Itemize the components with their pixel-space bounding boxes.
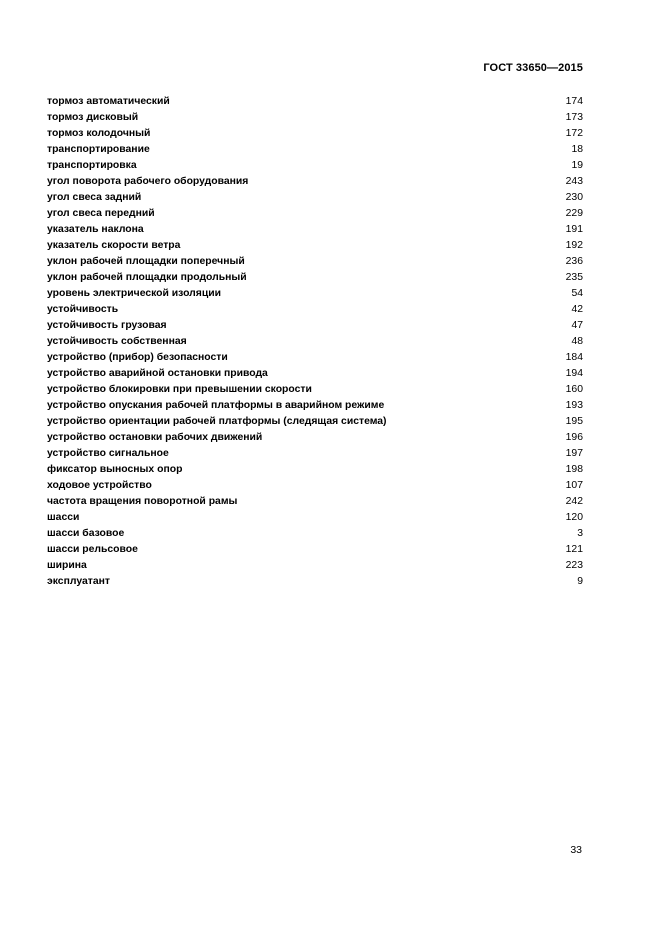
- index-entry: [47, 430, 583, 446]
- index-number: 235: [565, 272, 583, 283]
- index-term: угол свеса задний: [47, 192, 142, 203]
- index-term: транспортирование: [47, 144, 150, 155]
- index-entry: [47, 286, 583, 302]
- index-term: угол поворота рабочего оборудования: [47, 176, 249, 187]
- index-number: 223: [565, 560, 583, 571]
- index-term: тормоз дисковый: [47, 112, 139, 123]
- index-number: 236: [565, 256, 583, 267]
- index-number: 173: [565, 112, 583, 123]
- index-number: 243: [565, 176, 583, 187]
- index-entry: [47, 158, 583, 174]
- index-term: тормоз автоматический: [47, 96, 170, 107]
- index-entry: [47, 110, 583, 126]
- index-entry: [47, 494, 583, 510]
- index-term: уклон рабочей площадки продольный: [47, 272, 247, 283]
- index-term: устройство сигнальное: [47, 448, 169, 459]
- index-number: 230: [565, 192, 583, 203]
- index-entry: [47, 350, 583, 366]
- index-term: устройство (прибор) безопасности: [47, 352, 228, 363]
- index-entry: [47, 542, 583, 558]
- index-number: 42: [571, 304, 583, 315]
- index-number: 3: [577, 528, 583, 539]
- index-entry: [47, 382, 583, 398]
- index-number: 54: [571, 288, 583, 299]
- index-entry: [47, 318, 583, 334]
- document-header: [483, 61, 583, 75]
- index-entry: [47, 254, 583, 270]
- index-number: 172: [565, 128, 583, 139]
- standard-code: ГОСТ 33650—2015: [483, 62, 583, 74]
- index-number: 198: [565, 464, 583, 475]
- index-number: 121: [565, 544, 583, 555]
- index-number: 242: [565, 496, 583, 507]
- index-number: 19: [571, 160, 583, 171]
- index-entry: [47, 414, 583, 430]
- index-number: 9: [577, 576, 583, 587]
- page-number-value: 33: [570, 844, 582, 856]
- index-number: 197: [565, 448, 583, 459]
- index-number: 107: [565, 480, 583, 491]
- index-term: уровень электрической изоляции: [47, 288, 222, 299]
- index-term: устройство блокировки при превышении скорости: [47, 384, 312, 395]
- index-entry: [47, 174, 583, 190]
- index-number: 120: [565, 512, 583, 523]
- index-number: 160: [565, 384, 583, 395]
- index-number: 184: [565, 352, 583, 363]
- index-entry: [47, 574, 583, 590]
- page-number: [570, 843, 582, 857]
- index-entry: [47, 126, 583, 142]
- index-entry: [47, 206, 583, 222]
- index-number: 47: [571, 320, 583, 331]
- index-term: фиксатор выносных опор: [47, 464, 183, 475]
- index-entry: [47, 94, 583, 110]
- index-term: устройство аварийной остановки привода: [47, 368, 268, 379]
- index-number: 193: [565, 400, 583, 411]
- index-term: уклон рабочей площадки поперечный: [47, 256, 245, 267]
- index-number: 194: [565, 368, 583, 379]
- index-term: устойчивость собственная: [47, 336, 187, 347]
- index-term: тормоз колодочный: [47, 128, 151, 139]
- index-term: устройство опускания рабочей платформы в аварийном режиме: [47, 400, 385, 411]
- index-entry: [47, 270, 583, 286]
- index-entry: [47, 366, 583, 382]
- index-term: шасси рельсовое: [47, 544, 138, 555]
- index-term: транспортировка: [47, 160, 137, 171]
- index-number: 174: [565, 96, 583, 107]
- index-entry: [47, 222, 583, 238]
- index-entry: [47, 558, 583, 574]
- index-term: указатель наклона: [47, 224, 144, 235]
- index-entry: [47, 398, 583, 414]
- index-term: указатель скорости ветра: [47, 240, 181, 251]
- index-term: частота вращения поворотной рамы: [47, 496, 238, 507]
- index-number: 195: [565, 416, 583, 427]
- index-entry: [47, 190, 583, 206]
- index-term: ходовое устройство: [47, 480, 152, 491]
- index-number: 192: [565, 240, 583, 251]
- index-entry: [47, 446, 583, 462]
- index-number: 48: [571, 336, 583, 347]
- index-term: устройство остановки рабочих движений: [47, 432, 263, 443]
- index-number: 18: [571, 144, 583, 155]
- index-term: шасси: [47, 512, 80, 523]
- index-entry: [47, 142, 583, 158]
- index-entry: [47, 478, 583, 494]
- index-entry: [47, 526, 583, 542]
- alphabetical-index: [47, 94, 583, 590]
- index-term: ширина: [47, 560, 87, 571]
- index-entry: [47, 302, 583, 318]
- index-entry: [47, 238, 583, 254]
- index-term: эксплуатант: [47, 576, 110, 587]
- index-number: 196: [565, 432, 583, 443]
- index-term: шасси базовое: [47, 528, 125, 539]
- index-term: устройство ориентации рабочей платформы (следящая система): [47, 416, 387, 427]
- index-term: угол свеса передний: [47, 208, 155, 219]
- index-entry: [47, 334, 583, 350]
- index-entry: [47, 462, 583, 478]
- index-number: 229: [565, 208, 583, 219]
- index-term: устойчивость грузовая: [47, 320, 167, 331]
- index-number: 191: [565, 224, 583, 235]
- index-entry: [47, 510, 583, 526]
- index-term: устойчивость: [47, 304, 119, 315]
